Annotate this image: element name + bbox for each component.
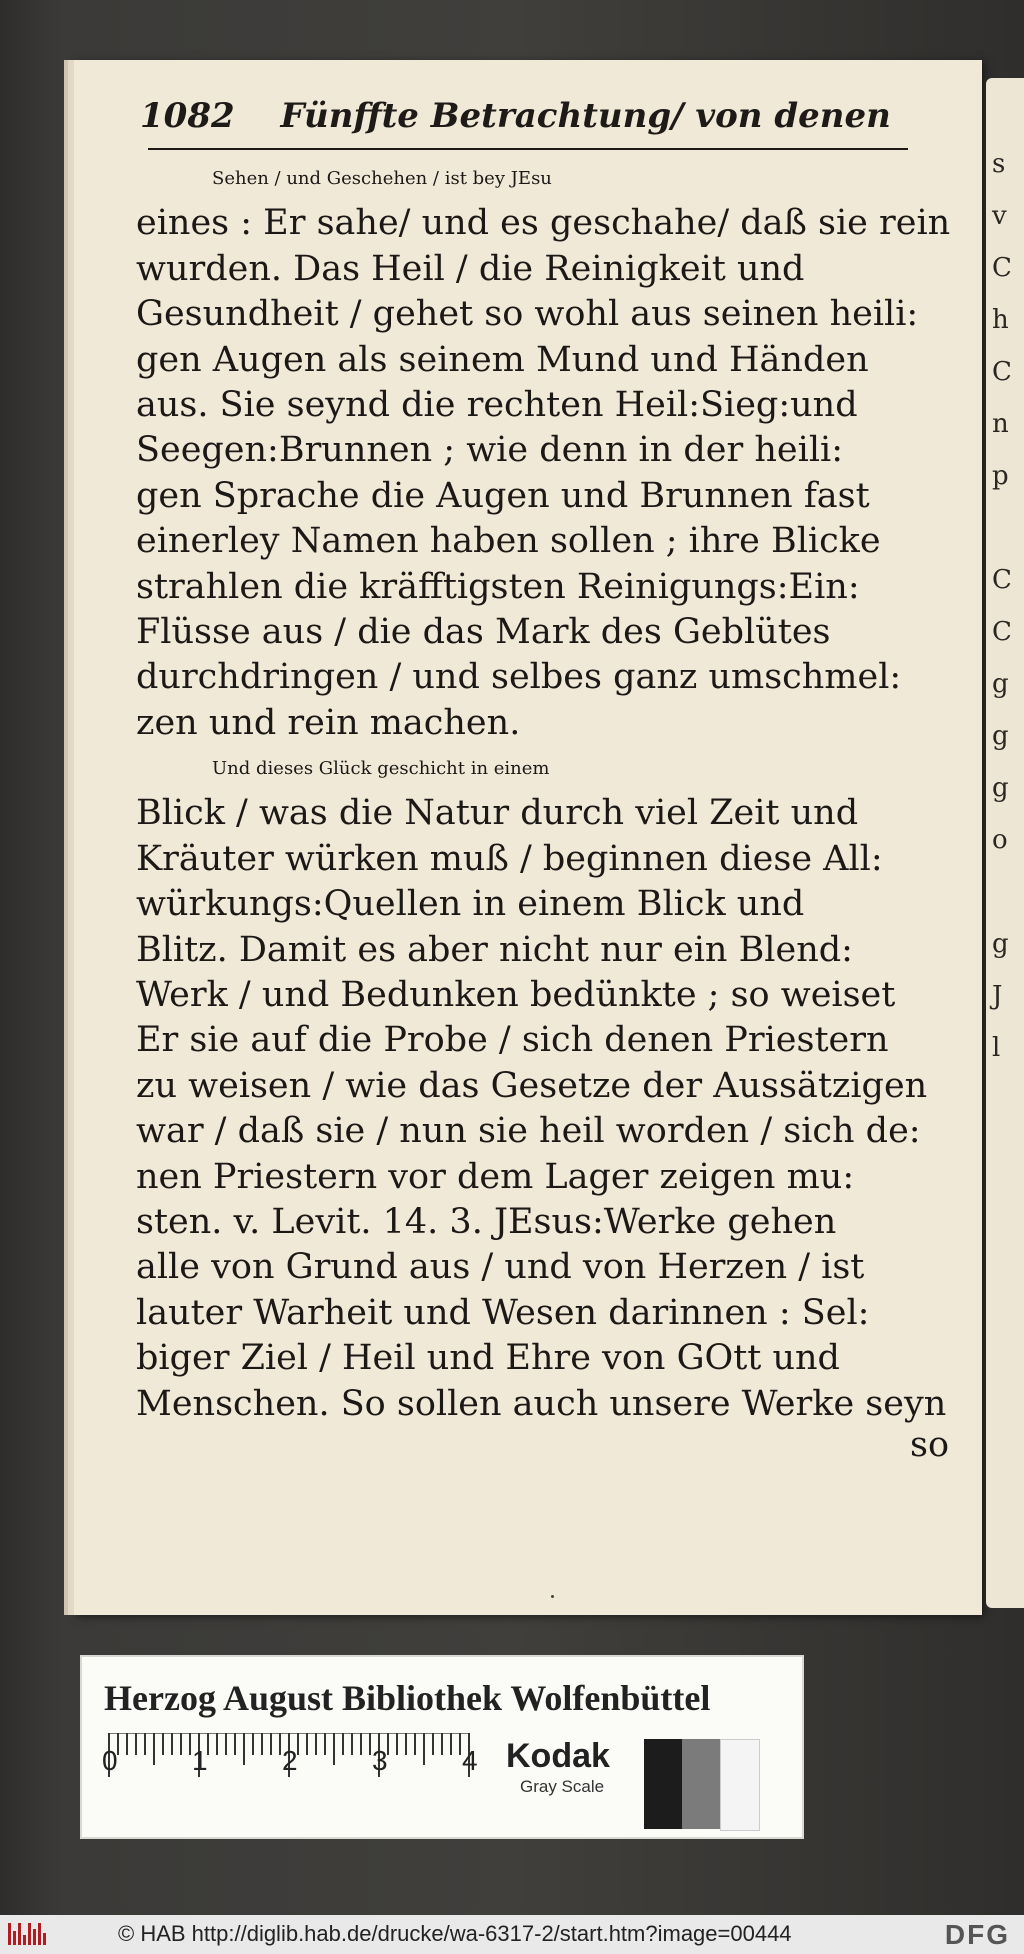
ruler-tick [396, 1733, 398, 1755]
ruler-tick [414, 1733, 416, 1755]
gray-swatch-light [720, 1739, 760, 1831]
ruler-number: 1 [192, 1745, 208, 1776]
text-line: würkungs:Quellen in einem Blick und [136, 884, 805, 925]
ruler-tick [405, 1733, 407, 1755]
ruler-number: 2 [282, 1745, 298, 1776]
hab-logo-icon [8, 1923, 48, 1945]
ruler-tick [315, 1733, 317, 1755]
ruler-number: 3 [372, 1745, 388, 1776]
text-line: zu weisen / wie das Gesetze der Aussätzigen [136, 1065, 928, 1106]
text-line: eines : Er sahe/ und es geschahe/ daß sie rein [136, 203, 951, 244]
ruler-tick [252, 1733, 254, 1755]
running-head [140, 96, 920, 150]
ruler-tick [423, 1733, 425, 1765]
text-line: Kräuter würken muß / beginnen diese All: [136, 838, 883, 879]
catchword: so [910, 1425, 950, 1465]
header-rule [148, 148, 908, 150]
ruler-tick [369, 1733, 371, 1755]
gray-swatch-mid [682, 1739, 720, 1829]
ruler-tick [189, 1733, 191, 1755]
text-line: Und dieses Glück geschicht in einem [212, 758, 550, 780]
text-line: war / daß sie / nun sie heil worden / sich de: [136, 1111, 921, 1152]
ruler-tick [234, 1733, 236, 1755]
ruler-tick [144, 1733, 146, 1755]
text-line: Seegen:Brunnen ; wie denn in der heili: [136, 430, 844, 471]
kodak-brand: Kodak [506, 1737, 610, 1775]
text-line: sten. v. Levit. 14. 3. JEsus:Werke gehen [136, 1201, 837, 1242]
text-line: einerley Namen haben sollen ; ihre Blicke [136, 521, 881, 562]
text-line: Gesundheit / gehet so wohl aus seinen heili: [136, 294, 919, 335]
ruler-tick [243, 1733, 245, 1765]
signature-mark [551, 1595, 554, 1598]
text-line: gen Augen als seinem Mund und Händen [136, 339, 869, 380]
text-line: wurden. Das Heil / die Reinigkeit und [136, 248, 805, 289]
text-line: durchdringen / und selbes ganz umschmel: [136, 657, 902, 698]
ruler-tick [225, 1733, 227, 1755]
next-page-edge [986, 78, 1024, 1608]
ruler-tick [162, 1733, 164, 1755]
text-line: aus. Sie seynd die rechten Heil:Sieg:und [136, 384, 858, 425]
text-line: zen und rein machen. [136, 702, 521, 743]
ruler-tick [126, 1733, 128, 1755]
text-line: biger Ziel / Heil und Ehre von GOtt und [136, 1338, 840, 1379]
ruler-number: 0 [102, 1745, 118, 1776]
ruler-tick [450, 1733, 452, 1755]
ruler-tick [279, 1733, 281, 1755]
viewer-footer [0, 1915, 1024, 1954]
ruler-tick [324, 1733, 326, 1755]
color-target-card [80, 1655, 804, 1839]
ruler-tick [135, 1733, 137, 1755]
ruler-tick [333, 1733, 335, 1765]
text-line: gen Sprache die Augen und Brunnen fast [136, 475, 870, 516]
library-name: Herzog August Bibliothek Wolfenbüttel [104, 1678, 711, 1718]
copyright-link[interactable]: © HAB http://diglib.hab.de/drucke/wa-6317-2/start.htm?image=00444 [118, 1921, 792, 1946]
gray-swatch-dark [644, 1739, 682, 1829]
ruler-tick [180, 1733, 182, 1755]
page-number: 1082 [140, 96, 235, 136]
ruler-tick [171, 1733, 173, 1755]
ruler-tick [459, 1733, 461, 1755]
ruler-tick [306, 1733, 308, 1755]
ruler-tick [270, 1733, 272, 1755]
ruler-tick [342, 1733, 344, 1755]
ruler-tick [441, 1733, 443, 1755]
text-line: Menschen. So sollen auch unsere Werke seyn [136, 1383, 947, 1424]
dfg-logo: DFG [944, 1919, 1010, 1950]
text-line: Werk / und Bedunken bedünkte ; so weiset [136, 975, 896, 1016]
page-body-text [136, 156, 952, 1427]
ruler-tick [351, 1733, 353, 1755]
ruler-tick [216, 1733, 218, 1755]
text-line: strahlen die kräfftigsten Reinigungs:Ein: [136, 566, 860, 607]
running-head-title: Fünffte Betrachtung/ von denen [280, 96, 891, 136]
ruler-tick [261, 1733, 263, 1755]
next-page-margin-text: s v C h C n p C C g g g o g J l [992, 149, 1012, 1063]
ruler-tick [360, 1733, 362, 1755]
text-line: Sehen / und Geschehen / ist bey JEsu [212, 168, 552, 189]
text-line: Blitz. Damit es aber nicht nur ein Blend: [136, 929, 853, 970]
text-line: alle von Grund aus / und von Herzen / ist [136, 1247, 865, 1288]
text-line: lauter Warheit und Wesen darinnen : Sel: [136, 1292, 870, 1333]
text-line: nen Priestern vor dem Lager zeigen mu: [136, 1156, 855, 1197]
ruler-number: 4 [462, 1745, 478, 1776]
ruler-tick [153, 1733, 155, 1765]
text-line: Blick / was die Natur durch viel Zeit und [136, 793, 859, 834]
text-line: Flüsse aus / die das Mark des Geblütes [136, 611, 831, 652]
gray-scale-label: Gray Scale [520, 1777, 605, 1796]
ruler-tick [432, 1733, 434, 1755]
text-line: Er sie auf die Probe / sich denen Priestern [136, 1020, 889, 1061]
